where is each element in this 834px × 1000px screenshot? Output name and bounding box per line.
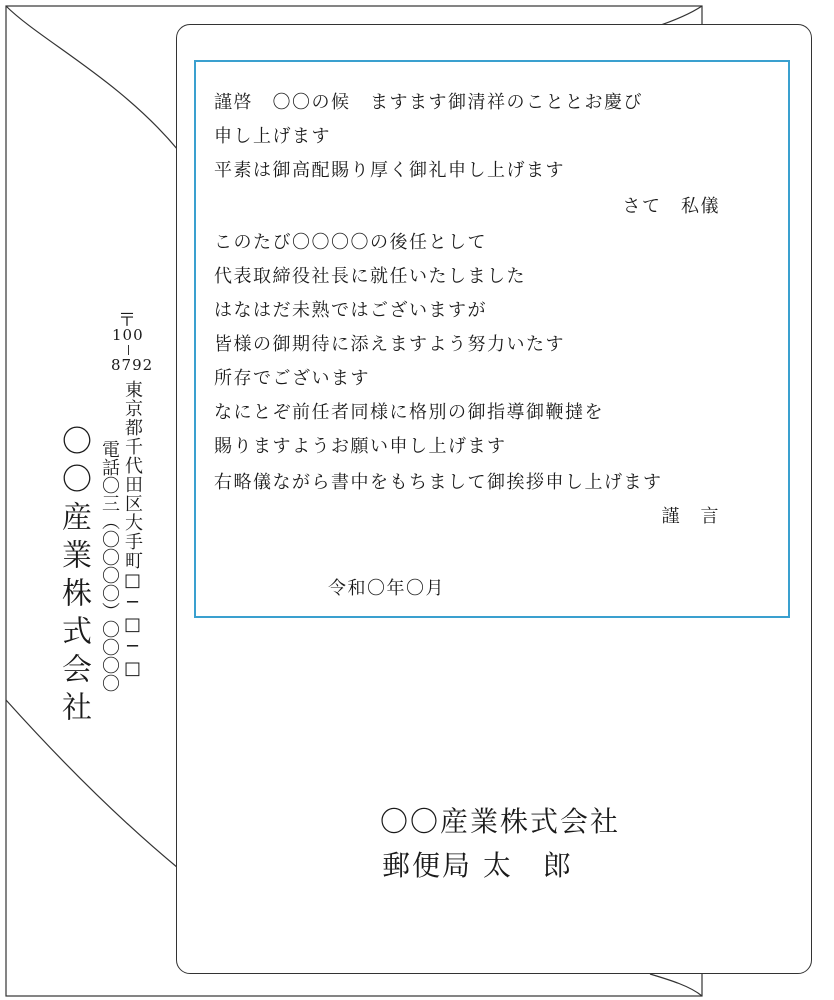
envelope-telephone: 電話〇三（〇〇〇〇）〇〇〇〇 (99, 440, 120, 692)
letter-line: 謹啓 〇〇の候 ますます御清祥のこととお慶び (214, 92, 643, 113)
sender-company: 〇〇産業株式会社 (379, 805, 620, 838)
letter-line: 平素は御高配賜り厚く御礼申し上げます (214, 160, 565, 181)
letter-line: なにとぞ前任者同様に格別の御指導御鞭撻を (214, 402, 604, 423)
letter-line: 申し上げます (214, 126, 331, 147)
letter-line: このたび〇〇〇〇の後任として (214, 232, 487, 253)
postal-code-divider (128, 345, 129, 355)
closing-word: 謹 言 (661, 506, 720, 527)
postal-code-bottom: 8792 (111, 356, 154, 374)
envelope-company: 〇〇産業株式会社 (56, 425, 91, 729)
letter-line: 皆様の御期待に添えますよう努力いたす (214, 334, 565, 355)
letter-line: 所存でございます (214, 368, 370, 389)
letter-line: 代表取締役社長に就任いたしました (214, 266, 526, 287)
letter-line: 賜りますようお願い申し上げます (214, 436, 507, 457)
letter-line: さて 私儀 (622, 196, 720, 217)
letter-line: はなはだ未熟ではございますが (214, 300, 487, 321)
letter-date: 令和〇年〇月 (328, 578, 445, 599)
sender-name: 郵便局 太 郎 (382, 849, 573, 882)
envelope-address: 東京都千代田区大手町□─□─□ (122, 380, 143, 680)
letter-line: 右略儀ながら書中をもちまして御挨拶申し上げます (214, 472, 663, 493)
postal-mark: 〒 (118, 310, 136, 331)
postal-code-top: 100 (112, 326, 144, 344)
